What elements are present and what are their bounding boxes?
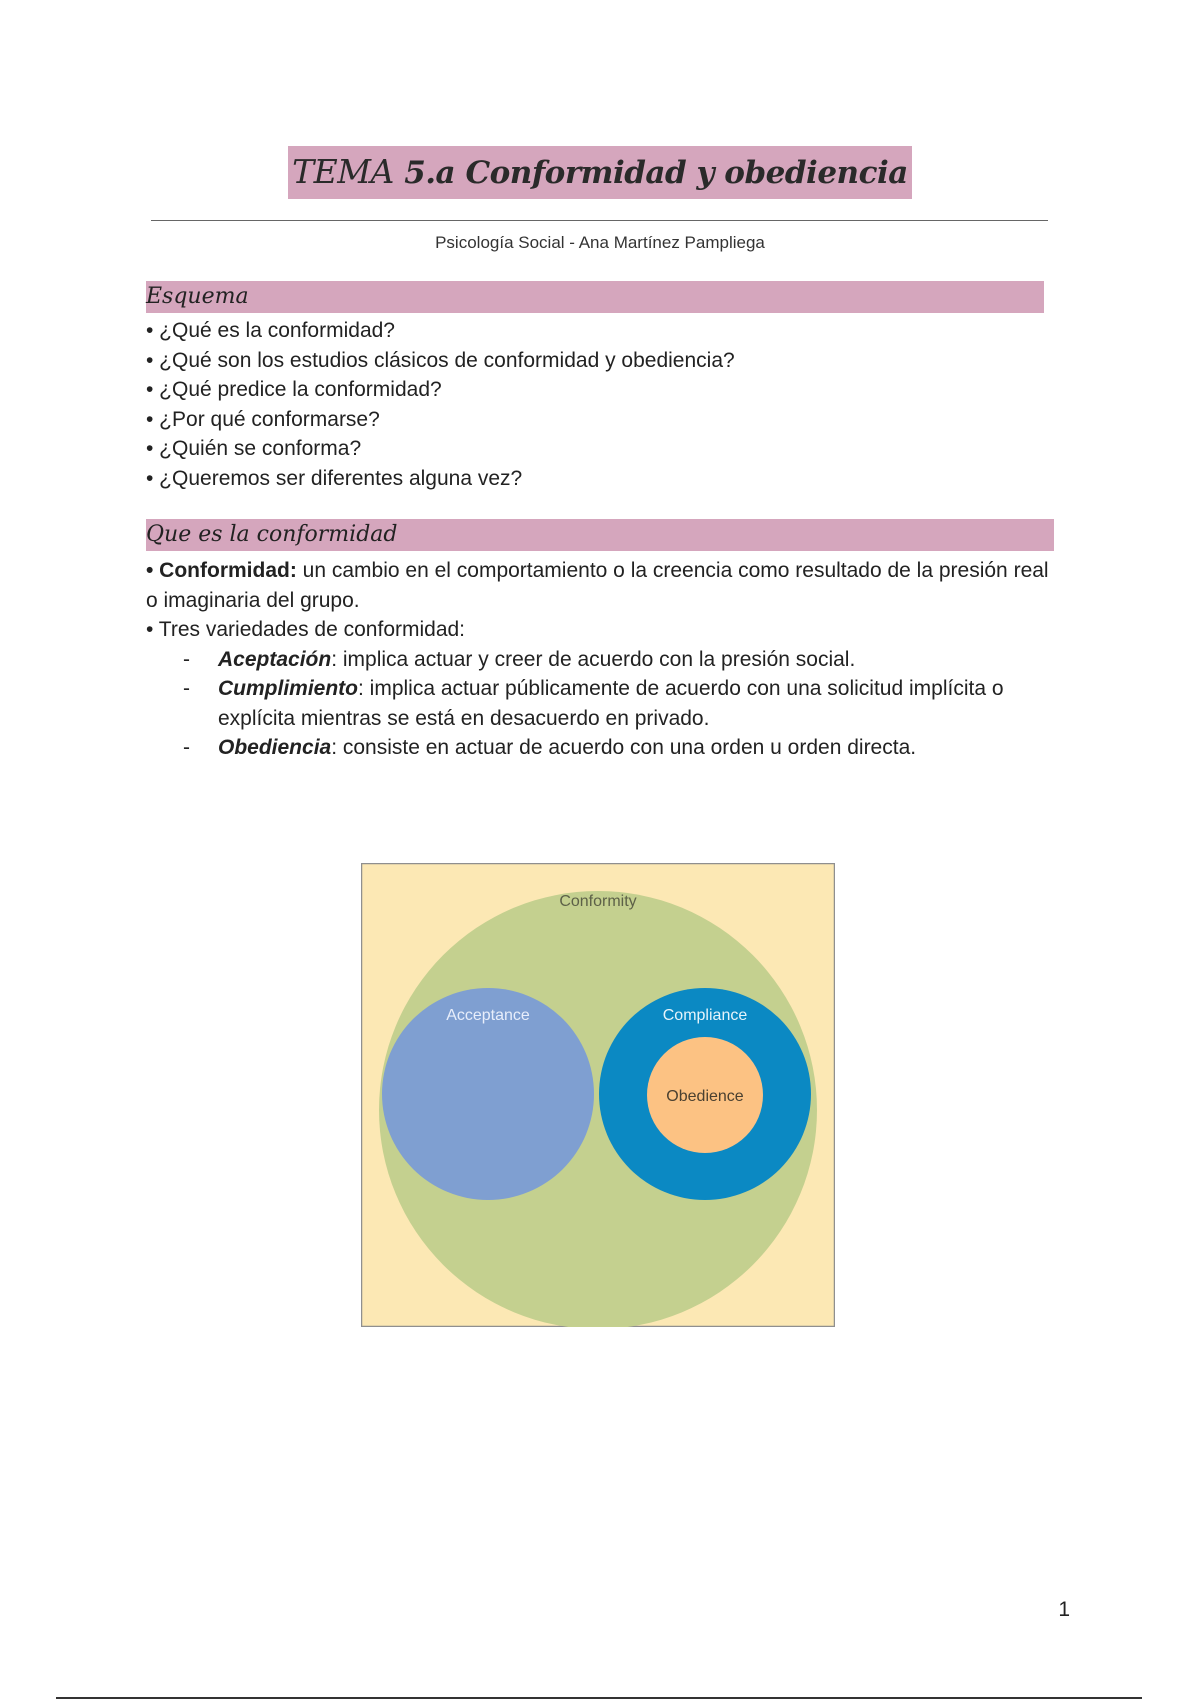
variety-text: : implica actuar y creer de acuerdo con la presión social. — [331, 647, 856, 671]
conformity-label: Conformity — [559, 893, 637, 910]
conformity-venn-diagram — [361, 863, 835, 1327]
esquema-list — [146, 316, 735, 493]
section-heading-esquema: Esquema — [146, 281, 1044, 313]
dash-bullet: - — [183, 647, 190, 671]
title-prefix: TEMA — [292, 152, 394, 191]
variety-term: Aceptación — [218, 647, 332, 671]
page-title — [288, 146, 912, 199]
variety-term: Obediencia — [218, 736, 332, 759]
list-item: • ¿Por qué conformarse? — [146, 407, 380, 431]
list-item: • ¿Quién se conforma? — [146, 437, 362, 460]
variety-text: : consiste en actuar de acuerdo con una orden u orden directa. — [331, 736, 917, 759]
dash-bullet: - — [183, 677, 190, 700]
variety-text: : implica actuar públicamente de acuerdo con una solicitud implícita o explícita mientras se está en desacuerdo en privado. — [218, 677, 1004, 730]
varieties-list — [146, 645, 1056, 763]
list-item: • ¿Qué predice la conformidad? — [146, 378, 442, 401]
list-item: • ¿Queremos ser diferentes alguna vez? — [146, 466, 523, 490]
title-wrapper — [0, 146, 1200, 199]
compliance-label: Compliance — [662, 1007, 748, 1024]
page-subtitle: Psicología Social - Ana Martínez Pampliega — [435, 233, 765, 252]
list-item: • ¿Qué son los estudios clásicos de conformidad y obediencia? — [146, 348, 735, 372]
obedience-label: Obedience — [666, 1088, 744, 1105]
conformidad-content — [146, 556, 1056, 763]
list-item — [146, 645, 1056, 675]
list-item — [146, 674, 1056, 733]
definition-text: un cambio en el comportamiento o la creencia como resultado de la presión real o imaginaria del grupo. — [146, 559, 1049, 612]
definition-term: • Conformidad: — [146, 559, 297, 582]
acceptance-label: Acceptance — [446, 1007, 530, 1024]
variety-term: Cumplimiento — [218, 677, 358, 700]
title-rest: 5.a Conformidad y obediencia — [393, 155, 908, 191]
dash-bullet: - — [183, 736, 190, 759]
section-heading-conformidad: Que es la conformidad — [146, 519, 1054, 551]
list-item: • ¿Qué es la conformidad? — [146, 319, 395, 342]
varieties-intro: • Tres variedades de conformidad: — [146, 618, 466, 641]
list-item — [146, 733, 1056, 763]
definition-paragraph — [146, 556, 1056, 615]
header-rule — [151, 220, 1048, 221]
page-number: 1 — [1058, 1598, 1070, 1621]
page-bottom-line — [56, 1697, 1142, 1699]
